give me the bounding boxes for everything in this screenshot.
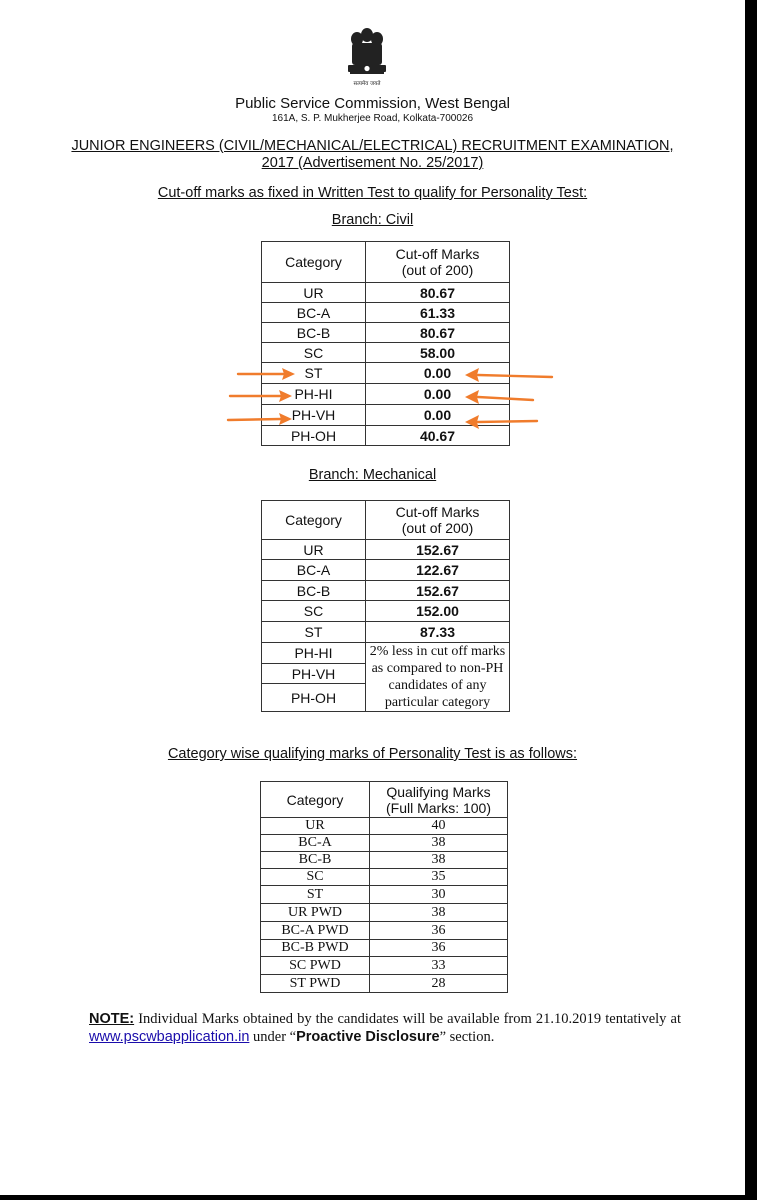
table-row [262,643,510,664]
marks-cell: 38 [370,835,508,852]
table-header-row [262,501,510,540]
category-cell: UR PWD [261,904,370,922]
marks-cell: 36 [370,922,508,940]
personality-test-table [260,781,508,993]
table-header-row [262,242,510,283]
marks-cell: 61.33 [366,303,510,323]
table-row [262,426,510,446]
table-row [262,405,510,426]
table-row [262,384,510,405]
table-row [261,835,508,852]
category-cell: SC [262,343,366,363]
table-row [262,601,510,622]
category-cell: BC-B [262,581,366,601]
category-cell: PH-OH [262,426,366,446]
marks-cell: 0.00 [366,405,510,426]
category-cell: SC [262,601,366,622]
header-cutoff-marks [366,501,510,540]
header-cutoff-marks [366,242,510,283]
marks-cell: 33 [370,957,508,975]
exam-title-line2: 2017 (Advertisement No. 25/2017) [261,155,484,171]
marks-cell: 80.67 [366,323,510,343]
note-text-end: ” section. [439,1029,495,1045]
marks-cell: 58.00 [366,343,510,363]
written-test-heading: Cut-off marks as fixed in Written Test to qualify for Personality Test: [157,185,588,201]
header-marks-line1: Cut-off Marks [395,504,480,520]
note-label: NOTE: [89,1011,135,1027]
category-cell: PH-HI [262,384,366,405]
emblem-motto: सत्यमेव जयते [353,81,381,87]
mechanical-branch-label: Branch: Mechanical [308,467,437,483]
civil-cutoff-table [261,241,510,446]
table-row [262,622,510,643]
table-row [261,957,508,975]
category-cell: BC-A [261,835,370,852]
table-row [261,886,508,904]
header-marks-line1: Cut-off Marks [395,246,480,262]
header-marks-line2: (out of 200) [401,262,474,278]
table-row [261,904,508,922]
category-cell: BC-A [262,303,366,323]
category-cell: SC [261,869,370,886]
marks-cell: 40 [370,818,508,835]
table-row [262,283,510,303]
table-row [262,540,510,560]
category-cell: BC-B [262,323,366,343]
org-name: Public Service Commission, West Bengal [235,95,510,112]
org-address: 161A, S. P. Mukherjee Road, Kolkata-700026 [271,113,474,124]
table-row [262,363,510,384]
category-cell: BC-B [261,852,370,869]
category-cell: ST [261,886,370,904]
category-cell: ST [262,363,366,384]
note-paragraph [89,1010,681,1046]
page-border-right [745,0,757,1200]
state-emblem-icon [345,25,389,93]
marks-cell: 152.00 [366,601,510,622]
table-row [261,869,508,886]
ph-relaxation-note: 2% less in cut off marks as compared to non-PH candidates of any particular category [366,643,510,712]
table-row [262,581,510,601]
category-cell: SC PWD [261,957,370,975]
civil-branch-label: Branch: Civil [331,212,414,228]
table-row [261,975,508,993]
category-cell: UR [262,283,366,303]
marks-cell: 152.67 [366,581,510,601]
marks-cell: 152.67 [366,540,510,560]
note-text-after-link: under “ [249,1029,297,1045]
table-row [262,343,510,363]
header-category: Category [262,242,366,283]
header-category: Category [262,501,366,540]
category-cell: PH-VH [262,405,366,426]
header-category: Category [261,782,370,818]
marks-cell: 35 [370,869,508,886]
table-header-row [261,782,508,818]
application-site-link[interactable]: www.pscwbapplication.in [89,1029,250,1045]
marks-cell: 30 [370,886,508,904]
table-row [261,818,508,835]
category-cell: PH-VH [262,664,366,684]
marks-cell: 87.33 [366,622,510,643]
table-row [262,323,510,343]
marks-cell: 0.00 [366,384,510,405]
header-marks-line2: (out of 200) [401,520,474,536]
header-qualifying-marks [370,782,508,818]
marks-cell: 36 [370,940,508,957]
table-row [261,852,508,869]
category-cell: BC-B PWD [261,940,370,957]
category-cell: BC-A PWD [261,922,370,940]
marks-cell: 38 [370,904,508,922]
marks-cell: 38 [370,852,508,869]
category-cell: BC-A [262,560,366,581]
proactive-disclosure-text: Proactive Disclosure [296,1029,440,1045]
note-text: Individual Marks obtained by the candidates will be available from 21.10.2019 tentatively at [134,1011,681,1027]
header-marks-line1: Qualifying Marks [386,783,491,800]
marks-cell: 40.67 [366,426,510,446]
exam-title-line1: JUNIOR ENGINEERS (CIVIL/MECHANICAL/ELECTRICAL) RECRUITMENT EXAMINATION, [71,138,674,154]
marks-cell: 0.00 [366,363,510,384]
personality-test-heading: Category wise qualifying marks of Personality Test is as follows: [167,746,578,762]
page-border-bottom [0,1195,757,1200]
exam-title [0,138,745,172]
table-row [261,940,508,957]
marks-cell: 28 [370,975,508,993]
category-cell: ST PWD [261,975,370,993]
table-row [261,922,508,940]
marks-cell: 122.67 [366,560,510,581]
marks-cell: 80.67 [366,283,510,303]
category-cell: PH-OH [262,684,366,712]
header-marks-line2: (Full Marks: 100) [385,799,492,816]
category-cell: UR [261,818,370,835]
mechanical-cutoff-table [261,500,510,712]
table-row [262,303,510,323]
category-cell: UR [262,540,366,560]
category-cell: ST [262,622,366,643]
category-cell: PH-HI [262,643,366,664]
table-row [262,560,510,581]
